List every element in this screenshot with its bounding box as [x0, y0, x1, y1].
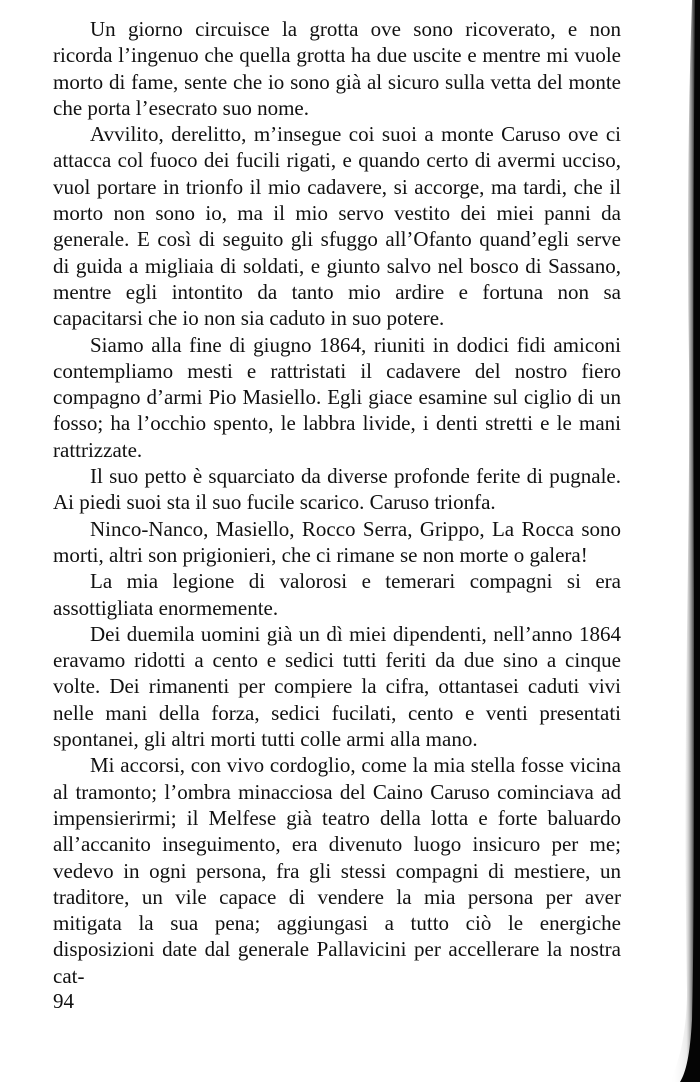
paragraph-1: Un giorno circuisce la grotta ove sono ricoverato, e non ricorda l’ingenuo che quella grotta ha due uscite e mentre mi vuole morto di fame, sente che io sono già al sicuro sulla vetta del monte che porta l’esecrato suo nome. — [53, 17, 621, 120]
paragraph-7: Dei duemila uomini già un dì miei dipendenti, nell’anno 1864 eravamo ridotti a cento e sedici tutti feriti da due sino a cinque volte. Dei rimanenti per compiere la cifra, ottantasei caduti vivi nelle mani della forza, sedici fucilati, cento e venti presentati spontanei, gli altri morti tutti colle armi alla mano. — [53, 621, 621, 752]
page-number: 94 — [53, 989, 74, 1013]
paragraph-6: La mia legione di valorosi e temerari compagni si era assottigliata enormemente. — [53, 569, 621, 620]
book-spine-shadow — [640, 0, 700, 1082]
paragraph-8: Mi accorsi, con vivo cordoglio, come la mia stella fosse vicina al tramonto; l’ombra minacciosa del Caino Caruso cominciava ad impensierirmi; il Melfese già teatro della lotta e forte baluardo all’accanito inseguimento, era divenuto luogo insicuro per me; vedevo in ogni persona, fra gli stessi compagni di mestiere, un traditore, un vile capace di vendere la mia persona per aver mitigata la sua pena; aggiungasi a tutto ciò le energiche disposizioni date dal generale Pallavicini per accellerare la nostra cat- — [53, 753, 621, 988]
paragraph-5: Ninco-Nanco, Masiello, Rocco Serra, Grippo, La Rocca sono morti, altri son prigionieri, che ci rimane se non morte o galera! — [53, 516, 621, 567]
paragraph-3: Siamo alla fine di giugno 1864, riuniti in dodici fidi amiconi contempliamo mesti e rattristati il cadavere del nostro fiero compagno d’armi Pio Masiello. Egli giace esamine sul ciglio di un fosso; ha l’occhio spento, le labbra livide, i denti stretti e le mani rattrizzate. — [53, 332, 621, 462]
paragraph-4: Il suo petto è squarciato da diverse profonde ferite di pugnale. Ai piedi suoi sta il suo fucile scarico. Caruso trionfa. — [53, 464, 621, 515]
paragraph-2: Avvilito, derelitto, m’insegue coi suoi a monte Caruso ove ci attacca col fuoco dei fucili rigati, e quando certo di avermi ucciso, vuol portare in trionfo il mio cadavere, si accorge, ma tardi, che il morto non sono io, ma il mio servo vestito dei miei panni da generale. E così di seguito gli sfuggo all’Ofanto quand’egli serve di guida a migliaia di soldati, e giunto salvo nel bosco di Sassano, mentre egli intontito da tanto mio ardire e fortuna non sa capacitarsi che io non sia caduto in suo potere. — [53, 122, 621, 331]
body-text — [53, 16, 621, 989]
